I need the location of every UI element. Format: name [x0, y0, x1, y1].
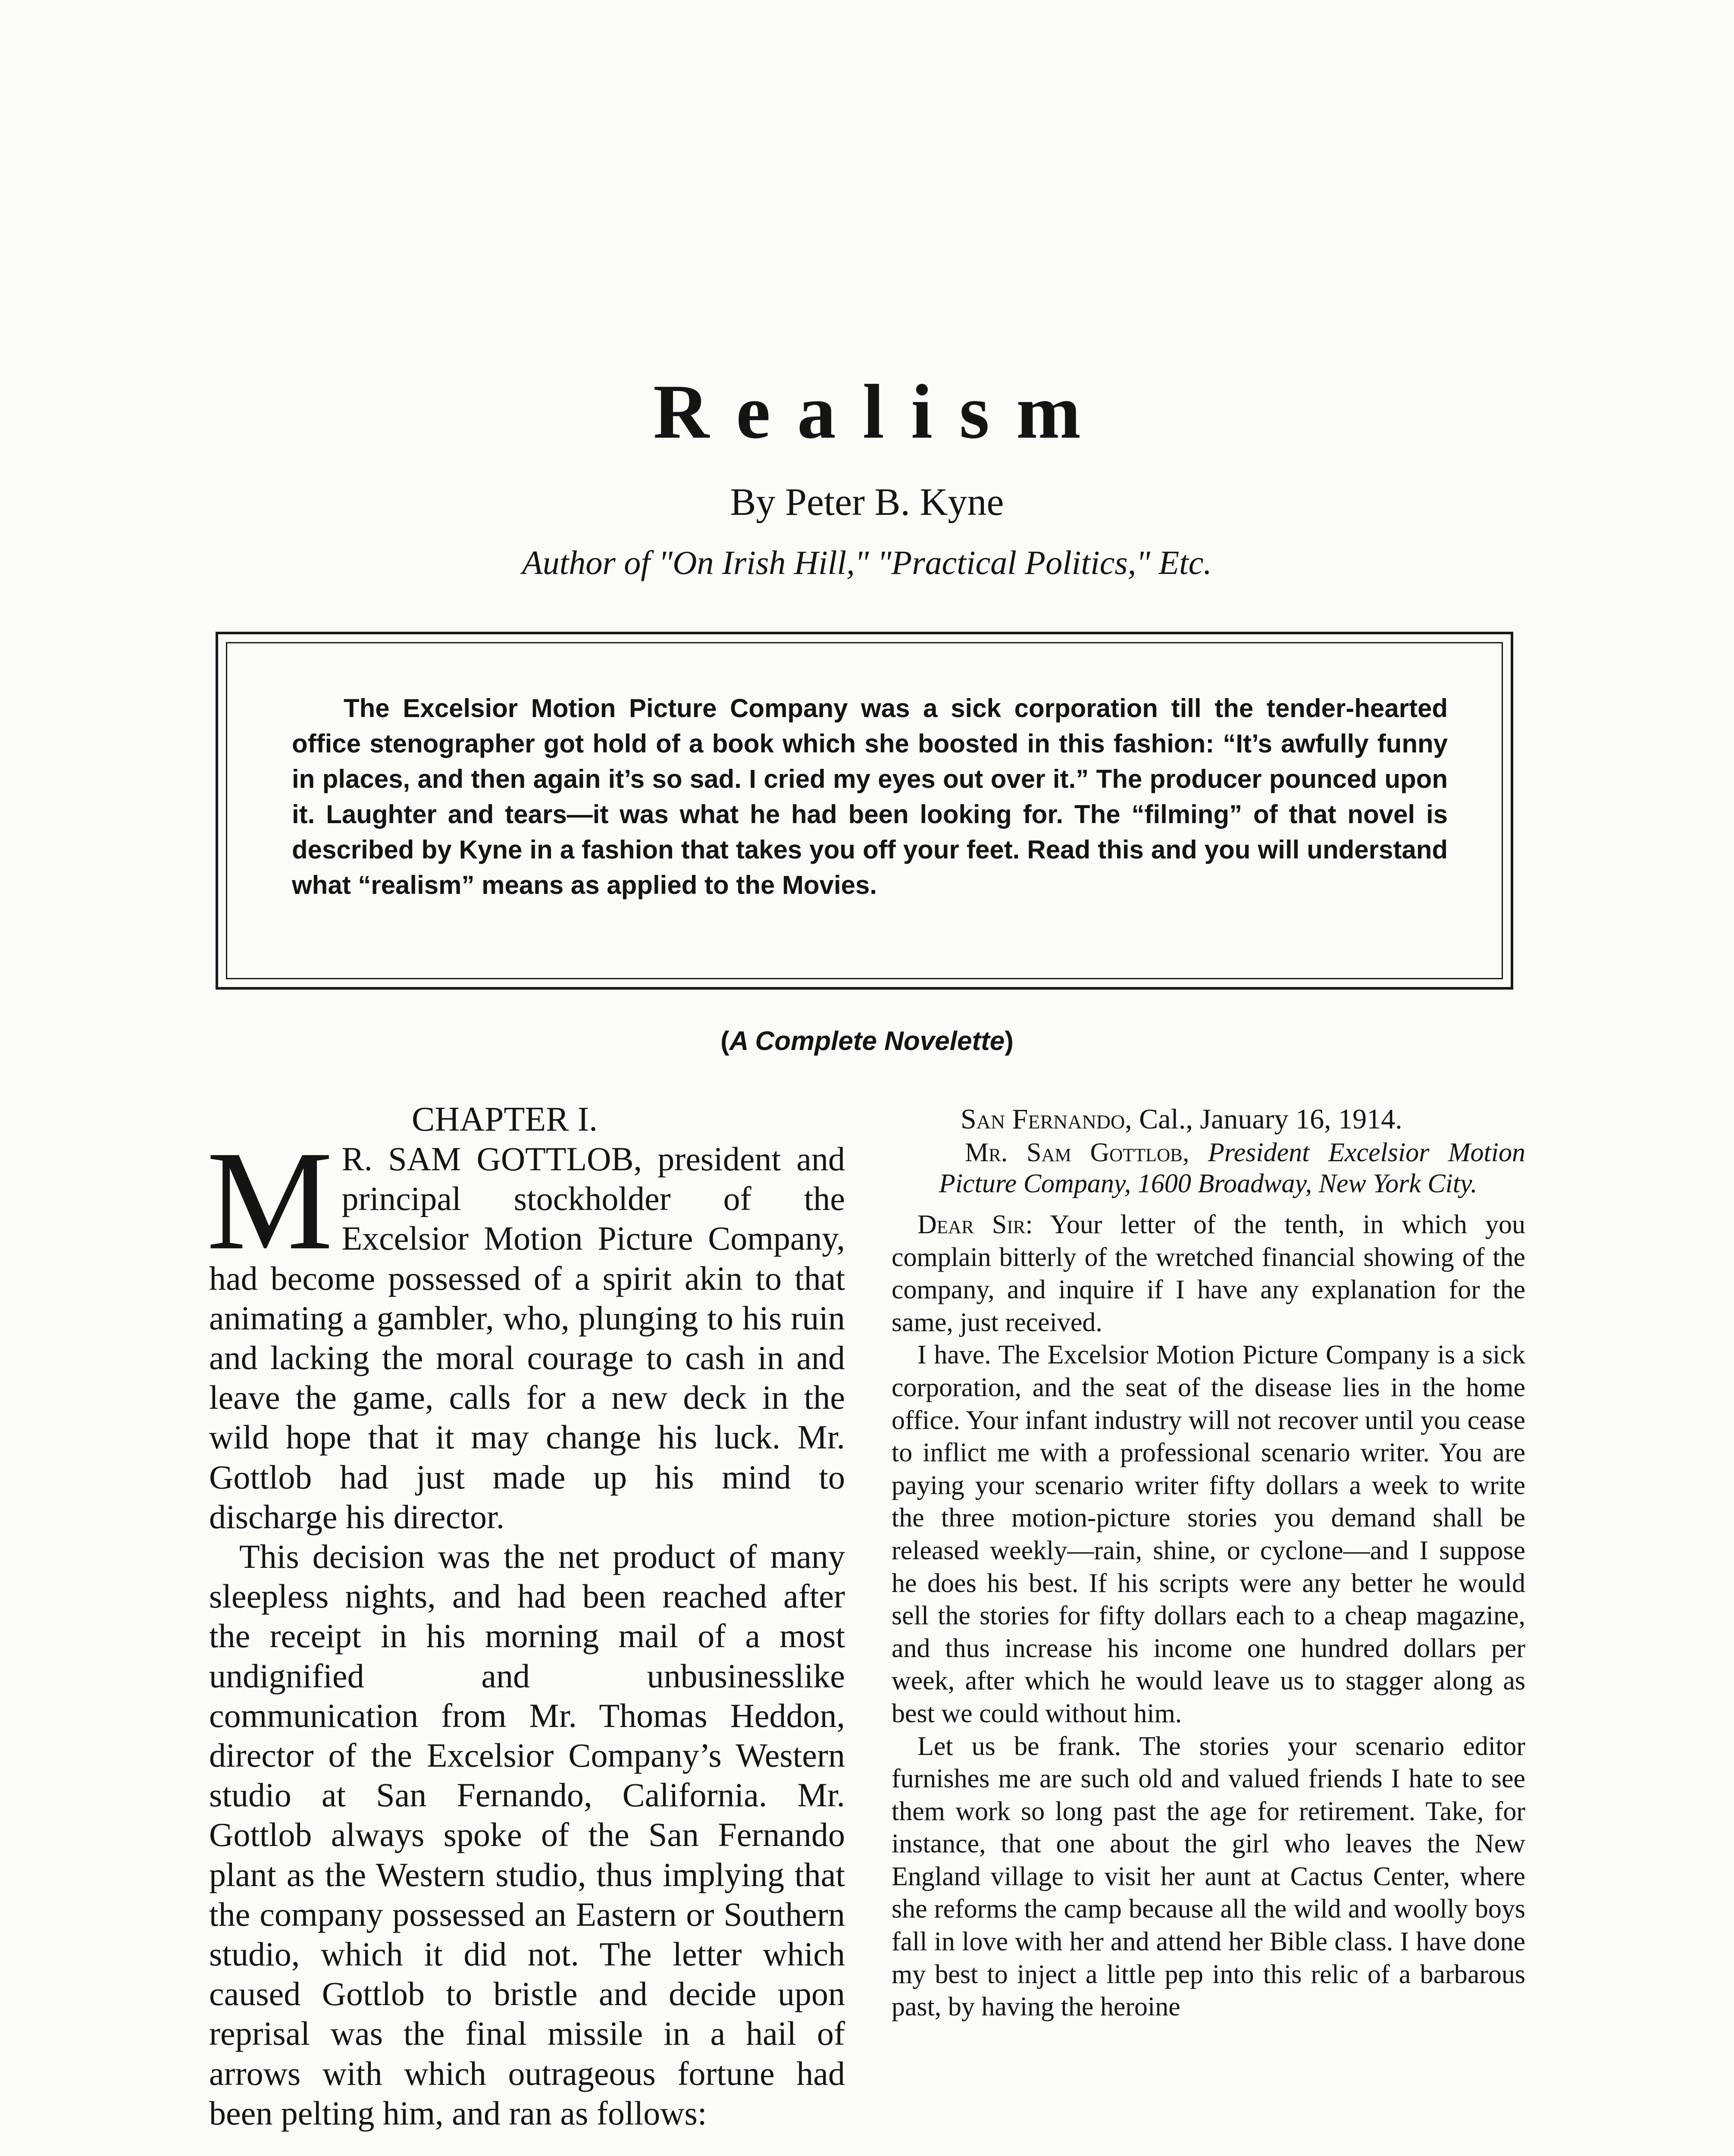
dateline-rest: , Cal., January 16, 1914.	[1125, 1103, 1402, 1135]
blurb-box	[216, 632, 1513, 990]
addressee-details: , President Excelsior Motion Picture Company, 1600 Broadway, New York City.	[939, 1138, 1525, 1198]
story-title: Realism	[653, 369, 1108, 454]
paragraph-1	[207, 1122, 845, 1537]
paragraph-1-text: president and principal stockholder of the Excelsior Motion Picture Company, had become possessed of a spirit akin to that animating a gambler, who, plunging to his ruin and lacking the moral courage to cash in and leave the game, calls for a new deck in the wild hope that it may change his luck. Mr. Gottlob had just made up his mind to discharge his director.	[209, 1140, 845, 1536]
letter-paragraph-1-text: : Your letter of the tenth, in which you complain bitterly of the wretched financial showing of the company, and inquire if I have any explanation for the same, just received.	[892, 1210, 1525, 1337]
lead-caps: R. SAM GOTTLOB,	[341, 1140, 642, 1178]
letter-paragraph-2: I have. The Excelsior Motion Picture Company is a sick corporation, and the seat of the disease lies in the home office. Your infant industry will not recover until you cease to inflict me with a professional scenario writer. You are paying your scenario writer fifty dollars a week to write the three motion-picture stories you demand shall be released weekly—rain, shine, or cyclone—and I suppose he does his best. If his scripts were any better he would sell the stories for fifty dollars each to a cheap magazine, and thus increase his income one hundred dollars per week, after which he would leave us to stagger along as best we could without him.	[892, 1340, 1525, 1728]
left-column	[209, 1100, 845, 2133]
dateline-place: San Fernando	[961, 1103, 1125, 1135]
letter-dateline	[892, 1102, 1525, 1137]
blurb-text: The Excelsior Motion Picture Company was a sick corporation till the tender-hearted office stenographer got hold of a book which she boosted in this fashion: “It’s awfully funny in places, and then again it’s so sad. I cried my eyes out over it.” The producer pounced upon it. Laughter and tears—it was what he had been looking for. The “filming” of that novel is described by Kyne in a fashion that takes you off your feet. Read this and you will understand what “realism” means as applied to the Movies.	[292, 694, 1448, 899]
letter-paragraph-3: Let us be frank. The stories your scenario editor furnishes me are such old and valued friends I hate to see them work so long past the age for retirement. Take, for instance, that one about the girl who leaves the New England village to visit her aunt at Cactus Center, where she reforms the camp because all the wild and woolly boys fall in love with her and attend her Bible class. I have done my best to inject a little pep into this relic of a barbarous past, by having the heroine	[892, 1731, 1525, 2022]
paragraph-2: This decision was the net product of many sleepless nights, and had been reached after the receipt in his morning mail of a most undignified and unbusinesslike communication from Mr. Thomas Heddon, director of the Excelsior Company’s Western studio at San Fernando, California. Mr. Gottlob always spoke of the San Fernando plant as the Western studio, thus implying that the company possessed an Eastern or Southern studio, which it did not. The letter which caused Gottlob to bristle and decide upon reprisal was the final missile in a hail of arrows with which outrageous fortune had been pelting him, and ran as follows:	[209, 1538, 845, 2132]
letter-paragraph-1	[892, 1209, 1525, 1339]
letter-addressee	[892, 1137, 1525, 1199]
novelette-label	[0, 1024, 1734, 1059]
novelette-text: A Complete Novelette	[729, 1026, 1005, 1056]
byline: By Peter B. Kyne	[730, 481, 1004, 523]
drop-cap: M	[207, 1122, 333, 1279]
chapter-heading: CHAPTER I.	[412, 1100, 598, 1138]
novelette-close-paren: )	[1005, 1026, 1014, 1056]
salutation: Dear Sir	[917, 1210, 1026, 1239]
blurb-inner-frame	[226, 642, 1503, 979]
right-column	[892, 1102, 1525, 2024]
author-credit: Author of "On Irish Hill," "Practical Politics," Etc.	[522, 544, 1212, 581]
addressee-name: Mr. Sam Gottlob	[965, 1138, 1183, 1167]
novelette-open-paren: (	[720, 1026, 729, 1056]
